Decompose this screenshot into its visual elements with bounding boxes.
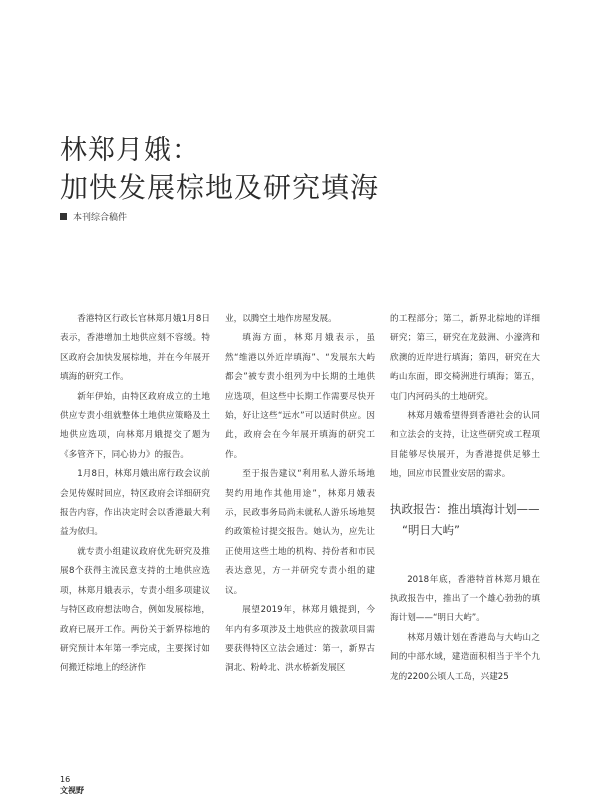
paragraph: 填海方面，林郑月娥表示，虽然“维港以外近岸填海”、“发展东大屿都会”被专责小组列为中长期的土地供应选项，但这些中长期工作需要尽快开始，好让这些“远水”可以适时供应。因此，政府会在今年展开填海的研究工作。: [225, 333, 375, 460]
publication-logo: 文视野: [60, 786, 84, 795]
subheading-line1: 执政报告：推出填海计划——: [390, 501, 540, 516]
article-title-line2: 加快发展棕地及研究填海: [60, 171, 380, 204]
paragraph: 至于报告建议“利用私人游乐场地契约用地作其他用途”，林郑月娥表示，民政事务局尚未就私人游乐场地契约政策检讨提交报告。她认为，应先让正使用这些土地的机构、持份者和市民表达意见，方一并研究专责小组的建议。: [225, 469, 375, 596]
byline: [60, 212, 127, 224]
body-column-3: [390, 310, 540, 687]
paragraph: 1月8日，林郑月娥出席行政会议前会见传媒时回应，特区政府会详细研究报告内容，作出决定时会以香港最大利益为依归。: [60, 469, 210, 538]
paragraph: 林郑月娥计划在香港岛与大屿山之间的中部水域，建造面积相当于半个九龙的2200公顷人工岛，兴建25: [390, 632, 540, 682]
paragraph: 展望2019年，林郑月娥提到，今年内有多项涉及土地供应的拨款项目需要获得特区立法会通过：第一，新界古洞北、粉岭北、洪水桥新发展区: [225, 605, 375, 674]
body-column-1: [60, 310, 210, 679]
paragraph: 的工程部分；第二，新界北棕地的详细研究；第三，研究在龙鼓洲、小濠湾和欣澳的近岸进行填海；第四，研究在大屿山东面，即交椅洲进行填海；第五，屯门内河码头的土地研究。: [390, 314, 540, 402]
paragraph: 香港特区行政长官林郑月娥1月8日表示，香港增加土地供应刻不容缓。特区政府会加快发展棕地，并在今年展开填海的研究工作。: [60, 314, 210, 383]
article-title-line1: 林郑月娥：: [60, 135, 200, 166]
paragraph: 林郑月娥希望得到香港社会的认同和立法会的支持，让这些研究或工程项目能够尽快展开，为香港提供足够土地，回应市民置业安居的需求。: [390, 411, 540, 480]
paragraph: 业，以腾空土地作房屋发展。: [225, 314, 337, 324]
byline-text: 本刊综合稿件: [73, 213, 128, 223]
paragraph: 就专责小组建议政府优先研究及推展8个获得主流民意支持的土地供应选项，林郑月娥表示，专责小组多项建议与特区政府想法吻合，例如发展棕地，政府已展开工作。两份关于新界棕地的研究预计本年第一季完成，主要探讨如何搬迁棕地上的经济作: [60, 546, 210, 674]
body-column-2: [225, 310, 375, 679]
square-bullet-icon: [60, 213, 67, 220]
page-number: 16: [60, 775, 71, 784]
paragraph: 2018年底，香港特首林郑月娥在执政报告中，推出了一个雄心勃勃的填海计划——“明日大屿”。: [390, 574, 540, 624]
paragraph: 新年伊始，由特区政府成立的土地供应专责小组就整体土地供应策略及土地供应选项，向林郑月娥提交了题为《多管齐下，同心协力》的报告。: [60, 391, 210, 460]
section-subheading: [390, 499, 540, 541]
subheading-line2: “明日大屿”: [402, 522, 460, 537]
